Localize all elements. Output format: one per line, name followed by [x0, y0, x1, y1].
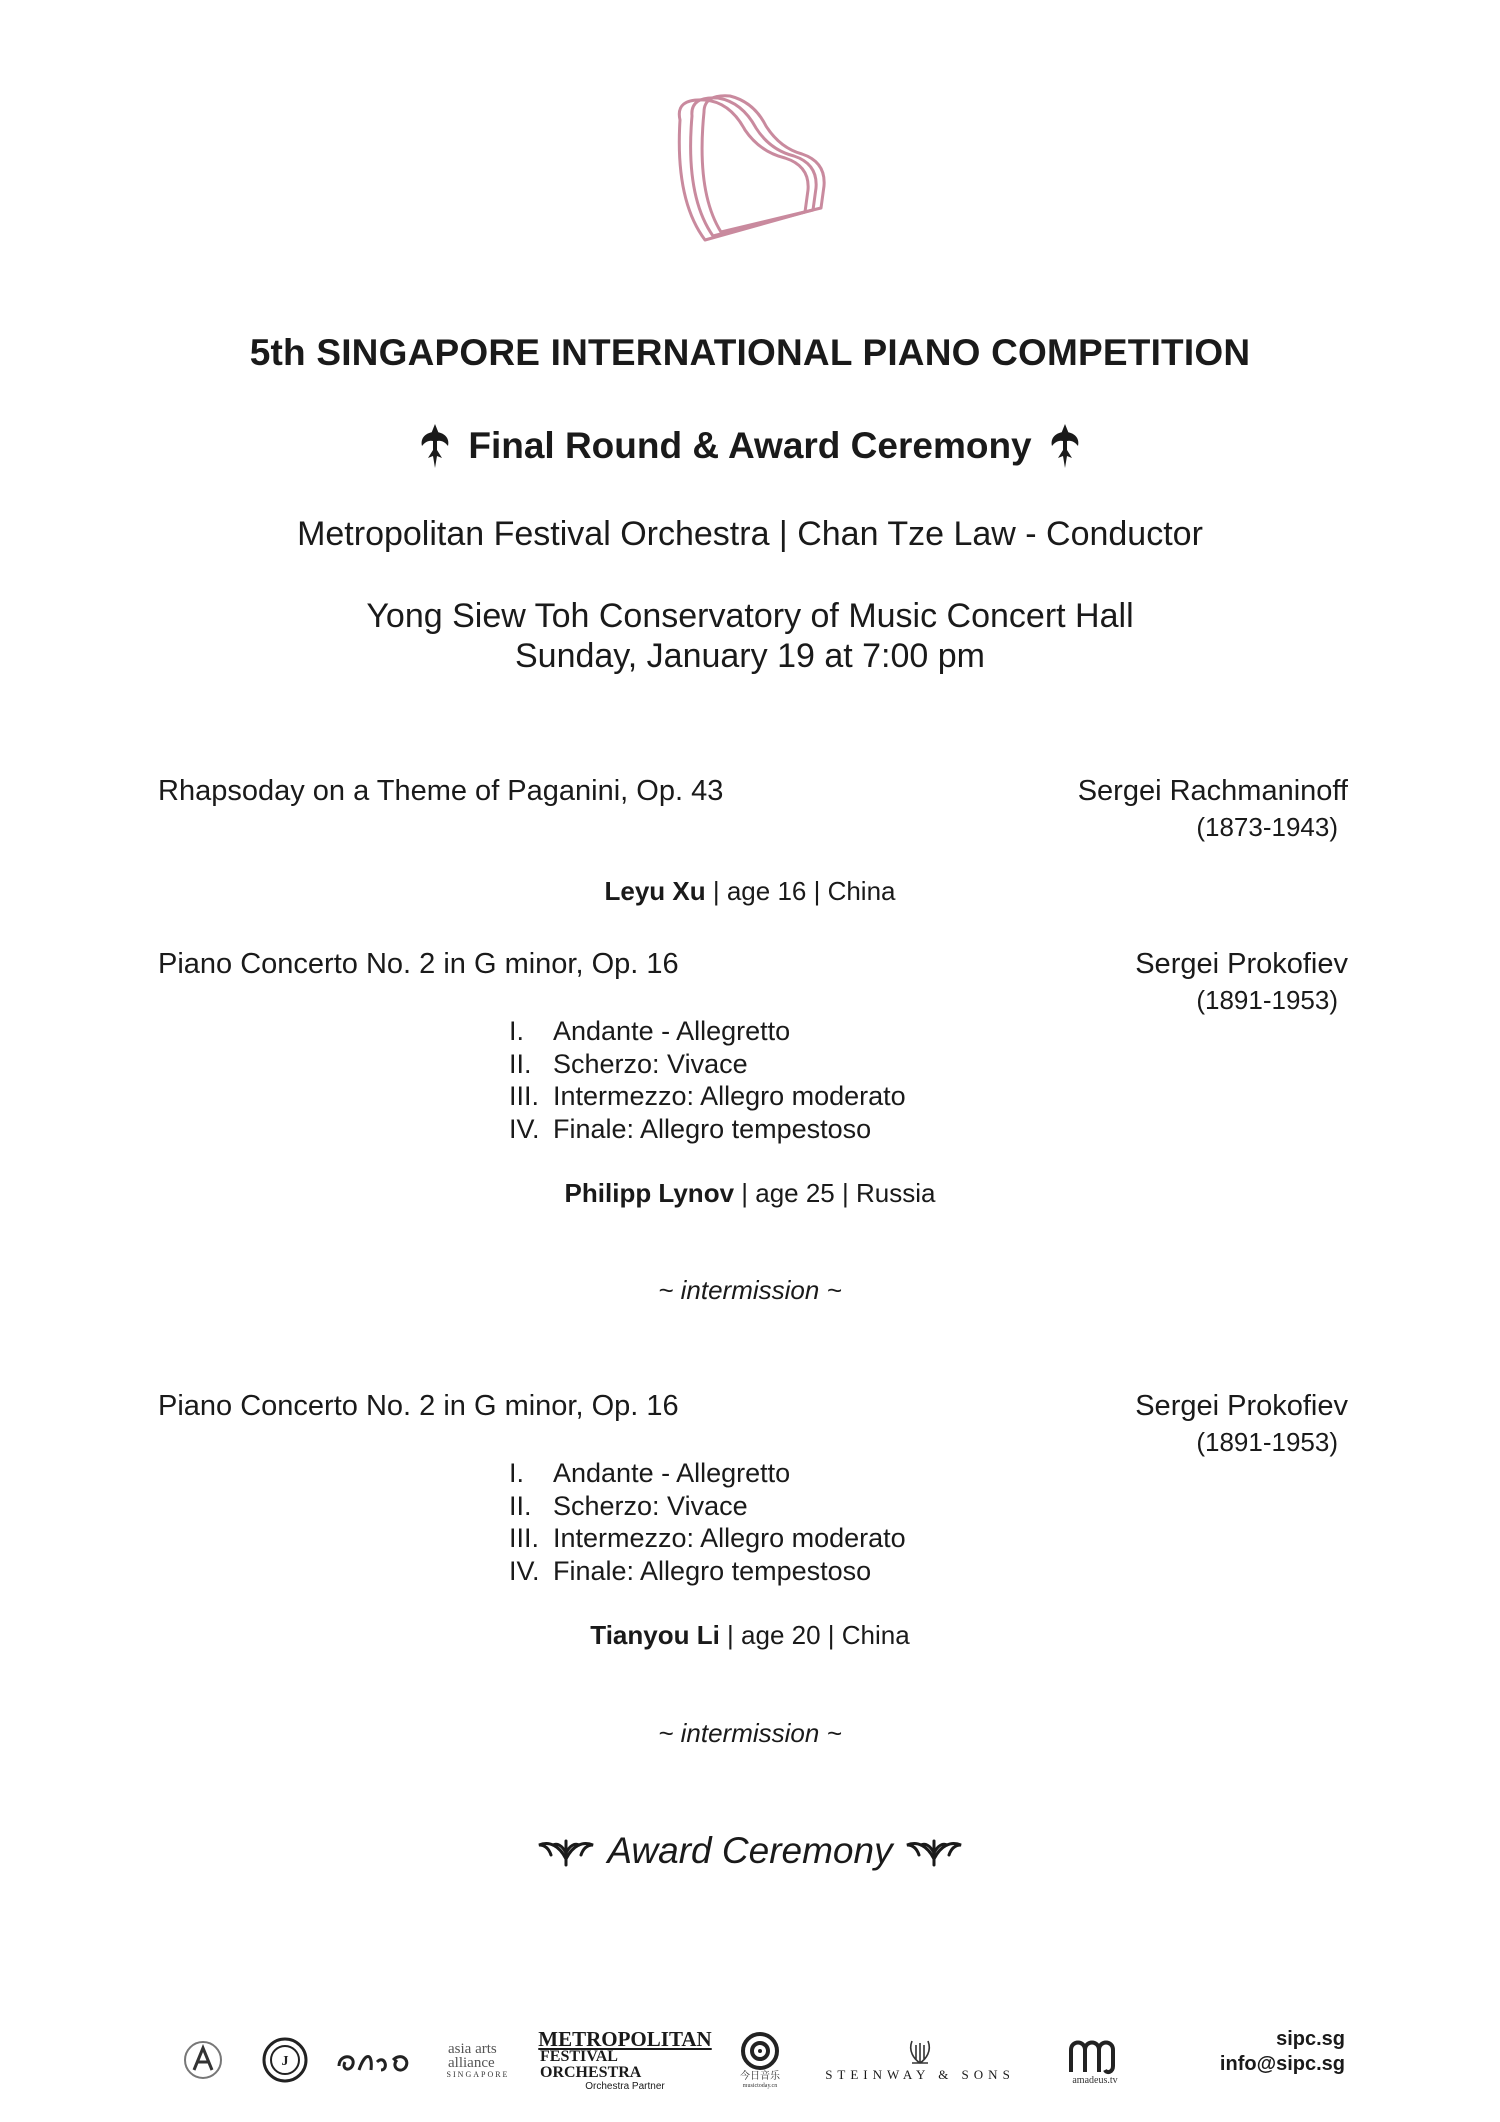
amadeus-m-icon — [1065, 2036, 1125, 2076]
website-link[interactable]: sipc.sg — [1276, 2028, 1345, 2050]
award-ceremony-row — [0, 1830, 1500, 1872]
amadeus-logo: amadeus.tv — [1055, 2025, 1135, 2095]
lyre-icon — [906, 2037, 934, 2067]
work-title: Piano Concerto No. 2 in G minor, Op. 16 — [158, 948, 679, 980]
composer-years: (1891-1953) — [1196, 985, 1338, 1015]
music-today-icon — [740, 2031, 780, 2071]
performer-details: | age 16 | China — [705, 876, 896, 906]
foundation-logo — [175, 2025, 230, 2095]
movement-item: IV. Finale: Allegro tempestoso — [509, 1113, 872, 1144]
orchestra-conductor: Metropolitan Festival Orchestra | Chan Tze Law - Conductor — [297, 515, 1203, 553]
steinway-logo: STEINWAY & SONS — [815, 2025, 1025, 2095]
work-title: Piano Concerto No. 2 in G minor, Op. 16 — [158, 1390, 679, 1422]
venue: Yong Siew Toh Conservatory of Music Concert Hall — [366, 597, 1134, 635]
performer-name: Philipp Lynov — [564, 1178, 735, 1208]
performer-name: Leyu Xu — [604, 876, 706, 906]
performer-name: Tianyou Li — [590, 1620, 720, 1650]
movement-item: III. Intermezzo: Allegro moderato — [509, 1081, 906, 1111]
performer-line — [0, 876, 1500, 907]
movement-item: I. Andante - Allegretto — [509, 1016, 791, 1046]
fleur-ornament-icon — [416, 422, 454, 470]
composer-name: Sergei Rachmaninoff — [1077, 775, 1348, 807]
performer-details: | age 25 | Russia — [734, 1178, 936, 1208]
round-seal-icon — [262, 2037, 308, 2083]
subtitle-text: Final Round & Award Ceremony — [468, 425, 1032, 466]
competition-logo — [660, 90, 840, 260]
award-ceremony-text: Award Ceremony — [607, 1830, 893, 1871]
music-today-logo: 今日音乐 musictoday.cn — [730, 2025, 790, 2095]
performer-details: | age 20 | China — [719, 1620, 910, 1650]
date-time: Sunday, January 19 at 7:00 pm — [514, 637, 985, 675]
movement-item: I. Andante - Allegretto — [509, 1458, 791, 1488]
composer-years: (1891-1953) — [1196, 1427, 1338, 1457]
movement-item: IV. Finale: Allegro tempestoso — [509, 1555, 872, 1586]
movement-list — [509, 1457, 906, 1587]
sponsor-footer — [175, 2025, 1345, 2095]
svg-text:J: J — [281, 2054, 289, 2069]
intermission-label: ~ intermission ~ — [658, 1718, 842, 1748]
work-title: Rhapsoday on a Theme of Paganini, Op. 43 — [158, 775, 724, 807]
performer-line — [0, 1178, 1500, 1209]
metropolitan-orchestra-logo: METROPOLITAN FESTIVAL ORCHESTRA Orchestra Partner — [538, 2026, 712, 2092]
gaso-script-icon — [335, 2040, 415, 2080]
performer-line — [0, 1620, 1500, 1651]
asia-arts-alliance-logo: asia arts alliance SINGAPORE — [446, 2040, 510, 2079]
gaso-logo — [335, 2025, 415, 2095]
intermission-label: ~ intermission ~ — [658, 1275, 842, 1305]
movement-list — [509, 1015, 906, 1145]
composer-years: (1873-1943) — [1196, 812, 1338, 842]
movement-item: III. Intermezzo: Allegro moderato — [509, 1523, 906, 1553]
competition-title: 5th SINGAPORE INTERNATIONAL PIANO COMPETITION — [249, 332, 1251, 373]
flourish-ornament-icon — [903, 1831, 965, 1871]
composer-name: Sergei Prokofiev — [1135, 1390, 1348, 1422]
flourish-ornament-icon — [535, 1831, 597, 1871]
movement-item: II. Scherzo: Vivace — [509, 1490, 748, 1521]
email-link[interactable]: info@sipc.sg — [1219, 2053, 1345, 2075]
subtitle-row — [0, 422, 1500, 470]
composer-name: Sergei Prokofiev — [1135, 948, 1348, 980]
movement-item: II. Scherzo: Vivace — [509, 1048, 748, 1079]
seal-logo — [260, 2025, 310, 2095]
fleur-ornament-icon — [1046, 422, 1084, 470]
foundation-emblem-icon — [182, 2040, 224, 2080]
contact-info — [1220, 2027, 1345, 2077]
